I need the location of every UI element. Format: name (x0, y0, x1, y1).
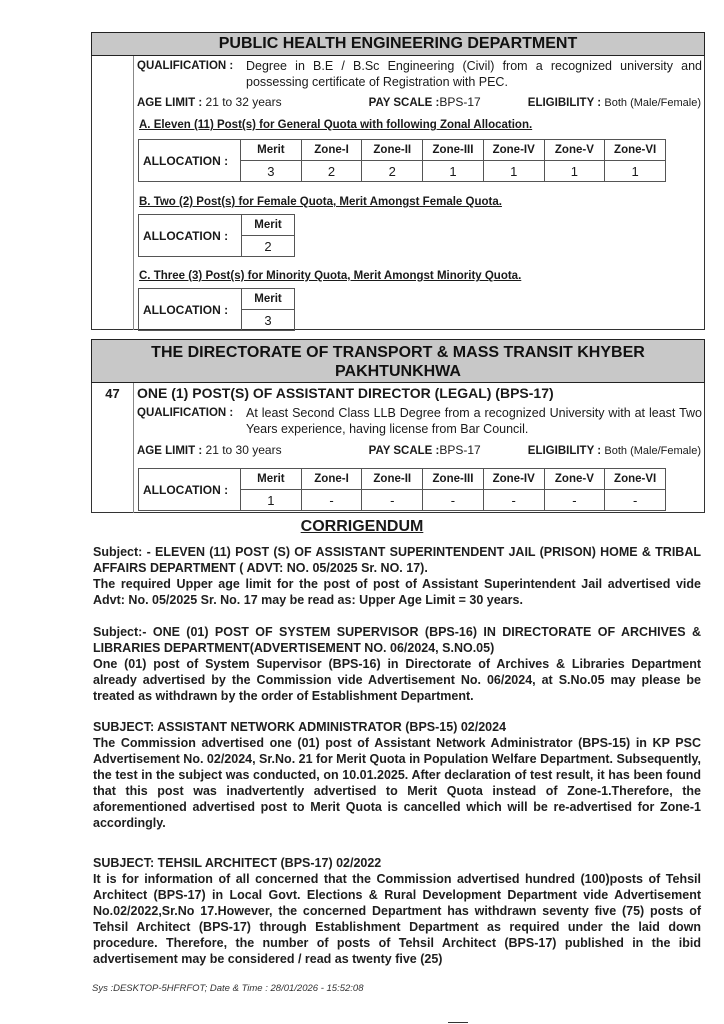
value-merit: 1 (241, 490, 302, 511)
corrigendum-body: It is for information of all concerned that the Commission advertised hundred (100)posts of Tehsil Architect (BPS-17) in Local Govt. Elections & Rural Development Department vide Advertisement No.02/2022,Sr.No 17.However, the concerned Department has withdrawn seventy five (75) posts of Tehsil Architect (BPS-17) through Establishment Department as required under the laid down procedure. Therefore, the number of posts of Tehsil Architect (BPS-17) published in the ibid advertisement may be considered / read as twenty five (25) (93, 872, 701, 966)
eligibility-value: Both (Male/Female) (604, 97, 701, 109)
corrigendum-subject: SUBJECT: TEHSIL ARCHITECT (BPS-17) 02/2022 (93, 856, 382, 870)
phed-meta (137, 95, 701, 109)
header-zone-5: Zone-V (544, 140, 605, 161)
header-zone-1: Zone-I (301, 140, 362, 161)
header-zone-2: Zone-II (362, 140, 423, 161)
header-zone-3: Zone-III (423, 140, 484, 161)
quota-c-heading: C. Three (3) Post(s) for Minority Quota, Merit Amongst Minority Quota. (139, 270, 522, 282)
value-zone-1: - (301, 490, 362, 511)
pay-scale-value: BPS-17 (439, 443, 481, 457)
value-merit: 2 (242, 236, 295, 257)
system-info-footer: Sys :DESKTOP-5HFRFOT; Date & Time : 28/01/2026 - 15:52:08 (92, 983, 364, 994)
value-zone-4: 1 (483, 161, 544, 182)
corrigendum-body: The required Upper age limit for the post of post of Assistant Superintendent Jail advertised vide Advt: No. 05/2025 Sr. No. 17 may be read as: Upper Age Limit = 30 years. (93, 577, 701, 607)
header-zone-2: Zone-II (362, 469, 423, 490)
corrigendum-item-1 (93, 544, 701, 608)
page-mark (448, 1022, 468, 1023)
quota-c-allocation-table (138, 288, 295, 331)
department-header-phed (91, 32, 705, 56)
pay-scale-label: PAY SCALE : (368, 97, 440, 109)
transport-meta (137, 443, 701, 457)
quota-a-allocation-table (138, 139, 666, 182)
post-number: 47 (105, 386, 120, 401)
header-zone-3: Zone-III (423, 469, 484, 490)
header-zone-6: Zone-VI (605, 140, 666, 161)
eligibility-label: ELIGIBILITY : (527, 97, 602, 109)
department-title: THE DIRECTORATE OF TRANSPORT & MASS TRANSIT KHYBER PAKHTUNKHWA (151, 344, 645, 380)
quota-b-allocation-table (138, 214, 295, 257)
qualification-text: Degree in B.E / B.Sc Engineering (Civil) from a recognized university and possessing certificate of Registration with PEC. (246, 59, 702, 89)
value-zone-2: 2 (362, 161, 423, 182)
eligibility-value: Both (Male/Female) (604, 445, 701, 457)
post-title: ONE (1) POST(S) OF ASSISTANT DIRECTOR (LEGAL) (BPS-17) (137, 385, 554, 401)
allocation-label: ALLOCATION : (139, 469, 241, 511)
department-header-transport (91, 339, 705, 383)
value-zone-5: - (544, 490, 605, 511)
corrigendum-body: One (01) post of System Supervisor (BPS-16) in Directorate of Archives & Libraries Department already advertised by the Commission vide Advertisement No. 06/2024, at S.No.05 may please be treated as withdrawn by the order of Establishment Department. (93, 657, 701, 703)
transport-qualification (137, 407, 701, 441)
value-zone-3: 1 (423, 161, 484, 182)
pay-scale-label: PAY SCALE : (368, 445, 440, 457)
qualification-text: At least Second Class LLB Degree from a recognized University with at least Two Years experience, having license from Bar Council. (246, 406, 702, 436)
eligibility-label: ELIGIBILITY : (527, 445, 602, 457)
qualification-label: QUALIFICATION : (137, 60, 234, 72)
corrigendum-item-4 (93, 855, 701, 967)
corrigendum-subject: SUBJECT: ASSISTANT NETWORK ADMINISTRATOR (BPS-15) 02/2024 (93, 720, 507, 734)
corrigendum-title: CORRIGENDUM (300, 518, 424, 535)
corrigendum-item-3 (93, 719, 701, 831)
value-zone-3: - (423, 490, 484, 511)
value-zone-2: - (362, 490, 423, 511)
corrigendum-subject: Subject:- ONE (01) POST OF SYSTEM SUPERVISOR (BPS-16) IN DIRECTORATE OF ARCHIVES & LIBRARIES DEPARTMENT(ADVERTISEMENT NO. 06/2024, S.NO.05) (93, 625, 701, 655)
value-zone-1: 2 (301, 161, 362, 182)
header-zone-5: Zone-V (544, 469, 605, 490)
value-zone-4: - (483, 490, 544, 511)
age-limit-label: AGE LIMIT : (137, 97, 203, 109)
header-zone-4: Zone-IV (483, 140, 544, 161)
phed-left-column (91, 56, 134, 330)
header-zone-6: Zone-VI (605, 469, 666, 490)
quota-a-heading: A. Eleven (11) Post(s) for General Quota with following Zonal Allocation. (139, 119, 533, 131)
corrigendum-body: The Commission advertised one (01) post of Assistant Network Administrator (BPS-15) in KP PSC Advertisement No. 02/2024, Sr.No. 21 for Merit Quota in Population Welfare Department. Subsequently, the test in the subject was conducted, on 10.01.2025. After declaration of test result, it has been found that this post was inadvertently advertised to Merit Quota instead of Zone-1.Therefore, the aforementioned advertised post to Merit Quota is cancelled which will be re-advertised for Zone-1 accordingly. (93, 736, 702, 830)
department-title: PUBLIC HEALTH ENGINEERING DEPARTMENT (218, 35, 578, 52)
value-zone-6: 1 (605, 161, 666, 182)
header-merit: Merit (241, 140, 302, 161)
allocation-label: ALLOCATION : (139, 140, 241, 182)
pay-scale-value: BPS-17 (439, 95, 481, 109)
age-limit-label: AGE LIMIT : (137, 445, 203, 457)
header-merit: Merit (241, 469, 302, 490)
value-merit: 3 (241, 161, 302, 182)
value-zone-6: - (605, 490, 666, 511)
allocation-label: ALLOCATION : (139, 289, 242, 331)
value-zone-5: 1 (544, 161, 605, 182)
header-zone-4: Zone-IV (483, 469, 544, 490)
corrigendum-item-2 (93, 624, 701, 704)
header-merit: Merit (242, 289, 295, 310)
header-zone-1: Zone-I (301, 469, 362, 490)
age-limit-value: 21 to 30 years (205, 443, 282, 457)
transport-allocation-table (138, 468, 666, 511)
transport-left-column (91, 383, 134, 513)
phed-qualification (137, 60, 701, 94)
corrigendum-subject: Subject: - ELEVEN (11) POST (S) OF ASSISTANT SUPERINTENDENT JAIL (PRISON) HOME & TRIBAL AFFAIRS DEPARTMENT ( ADVT: NO. 05/2025 Sr. NO. 17). (93, 545, 701, 575)
qualification-label: QUALIFICATION : (137, 407, 234, 419)
header-merit: Merit (242, 215, 295, 236)
quota-b-heading: B. Two (2) Post(s) for Female Quota, Merit Amongst Female Quota. (139, 196, 502, 208)
allocation-label: ALLOCATION : (139, 215, 242, 257)
value-merit: 3 (242, 310, 295, 331)
age-limit-value: 21 to 32 years (205, 95, 282, 109)
